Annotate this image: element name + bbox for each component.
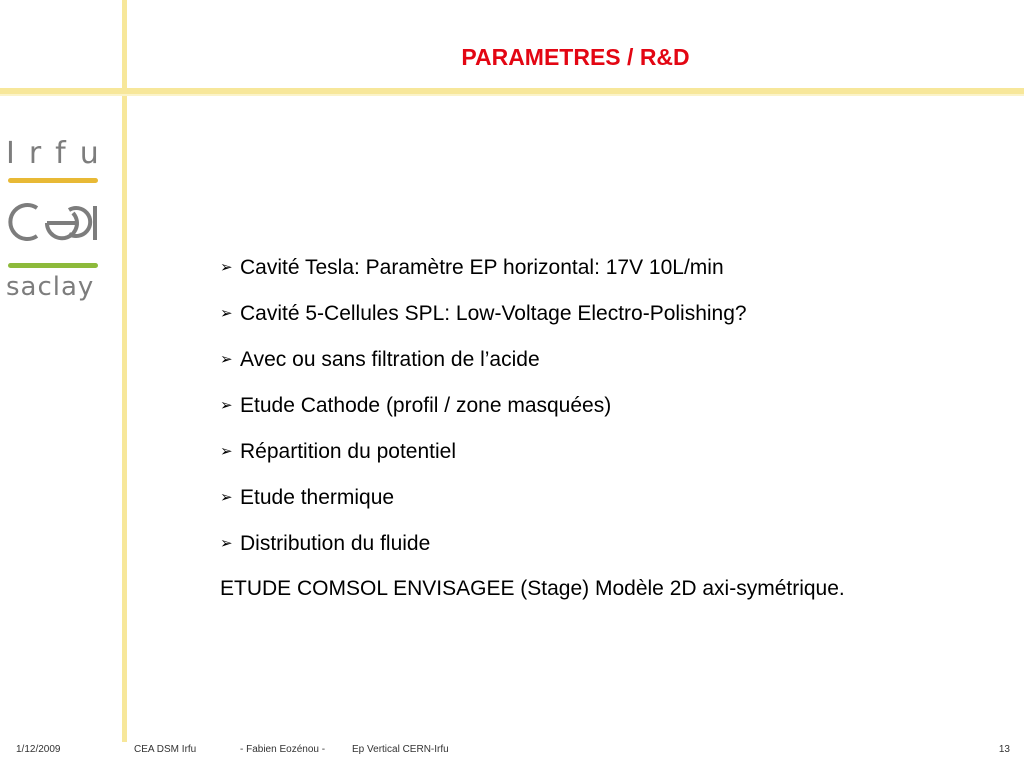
- bullet-item: [220, 428, 1010, 474]
- logo-irfu-text: Irfu: [6, 136, 113, 171]
- slide-title: PARAMETRES / R&D: [461, 44, 690, 70]
- bullet-text: Cavité 5-Cellules SPL: Low-Voltage Electro-Polishing?: [240, 302, 747, 325]
- bullet-item: [220, 520, 1010, 566]
- bullet-item: [220, 244, 1010, 290]
- footer-date: 1/12/2009: [16, 744, 61, 755]
- arrow-bullet-icon: ➢: [220, 442, 233, 460]
- footer-author: - Fabien Eozénou -: [240, 744, 326, 755]
- footer-page-number: 13: [998, 744, 1010, 755]
- conclusion-text: ETUDE COMSOL ENVISAGEE (Stage) Modèle 2D axi-symétrique.: [220, 577, 845, 600]
- arrow-bullet-icon: ➢: [220, 488, 233, 506]
- bullet-text: Répartition du potentiel: [240, 440, 456, 463]
- cea-logo-icon: [7, 200, 99, 244]
- arrow-bullet-icon: ➢: [220, 534, 233, 552]
- arrow-bullet-icon: ➢: [220, 258, 233, 276]
- bullet-text: Etude Cathode (profil / zone masquées): [240, 394, 612, 417]
- arrow-bullet-icon: ➢: [220, 350, 233, 368]
- irfu-cea-saclay-logo: [0, 130, 122, 310]
- bullet-item: [220, 336, 1010, 382]
- vertical-rule: [122, 0, 127, 742]
- logo-gold-bar: [8, 178, 98, 183]
- footer-organization: CEA DSM Irfu: [134, 744, 197, 755]
- bullet-text: Cavité Tesla: Paramètre EP horizontal: 17V 10L/min: [240, 256, 724, 279]
- logo-green-bar: [8, 263, 98, 268]
- bullet-text: Avec ou sans filtration de l’acide: [240, 348, 540, 371]
- logo-saclay-text: saclay: [6, 272, 95, 302]
- bullet-text: Etude thermique: [240, 486, 395, 509]
- bullet-item: [220, 290, 1010, 336]
- footer-project: Ep Vertical CERN-Irfu: [352, 744, 449, 755]
- arrow-bullet-icon: ➢: [220, 396, 233, 414]
- bullet-text: Distribution du fluide: [240, 532, 431, 555]
- arrow-bullet-icon: ➢: [220, 304, 233, 322]
- bullet-item: [220, 382, 1010, 428]
- bullet-item: [220, 474, 1010, 520]
- bullet-list: [220, 244, 1010, 612]
- horizontal-rule: [0, 88, 1024, 94]
